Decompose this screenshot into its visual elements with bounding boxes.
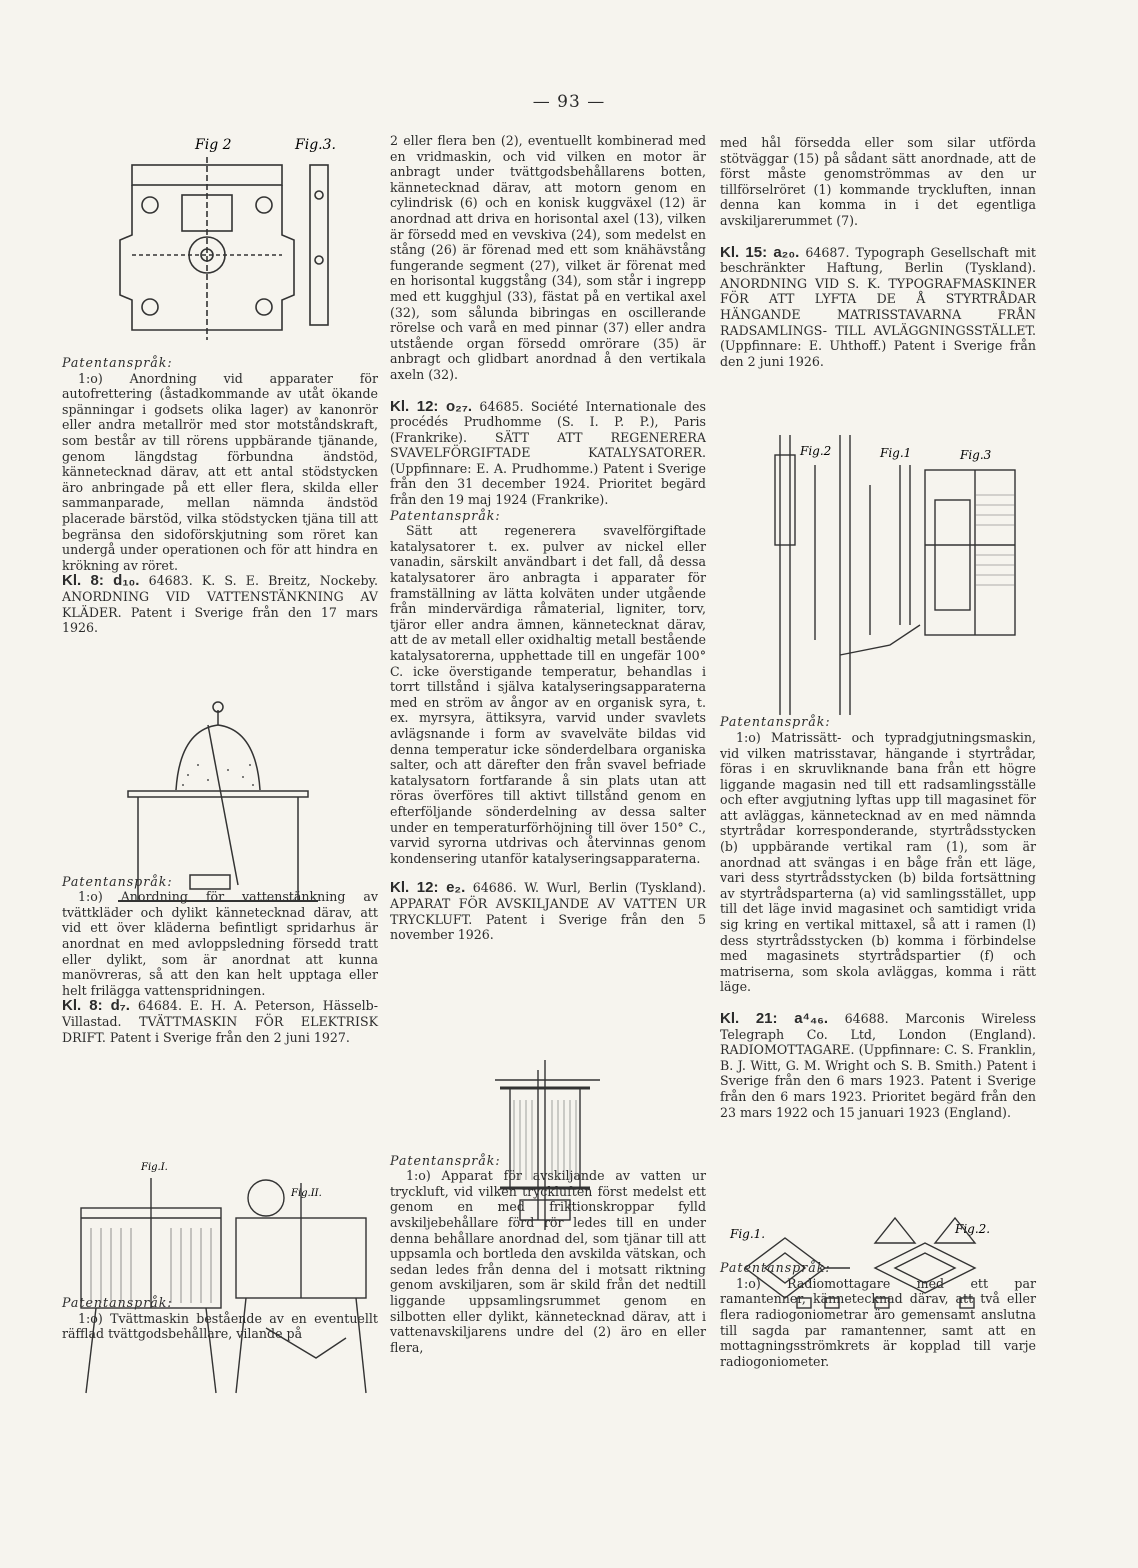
class-label: Kl. 15: a₂₀. (720, 243, 800, 261)
fig1-label: Fig.1 (880, 446, 912, 460)
entry-text: 64685. Société Internationale des procédés Prudhomme (S. I. P. P.), Paris (Frankrike). SÄTT ATT REGENERERA SVAVELFÖRGIFTADE KATALYSATORER. (Uppfinnare: E. A. Prudhomme.) Patent i Sverige från den 31 december 1924. Prioritet begärd från den 19 maj 1924 (Frankrike). (390, 398, 706, 508)
fig1-label: Fig.1. (730, 1227, 766, 1241)
claim-heading: Patentanspråk: (62, 873, 173, 889)
patent-entry (390, 399, 706, 508)
figure-washing-machine (66, 1158, 386, 1398)
figure-radio-receiver (725, 1208, 1035, 1328)
claim-text: 1:o) Anordning för vattenstänkning av tvättkläder och dylikt kännetecknad därav, att vid ett över kläderna befintligt spridarhus är anordnat en med avloppsledning försedd tratt eller dylikt, som är anordnat att kunna manövreras, så att den kan helt upptaga eller helt frilägga vattenspridningen. (62, 889, 378, 998)
patent-entry (390, 880, 706, 942)
fig2-label: Fig.II. (291, 1188, 322, 1199)
entry-text: 64686. W. Wurl, Berlin (Tyskland). APPARAT FÖR AVSKILJANDE AV VATTEN UR TRYCKLUFT. Patent i Sverige från den 5 november 1926. (390, 880, 706, 943)
patent-entry (720, 245, 1036, 370)
figure-water-separator (490, 1060, 605, 1235)
claim-text: 1:o) Anordning vid apparater för autofrettering (åstadkommande av utåt ökande spänningar i godsets olika lager) av kanonrör eller andra metallrör med stor motståndskraft, som består av till rörens uppbärande tjänande, genom längdstag förbundna ändstöd, kännetecknad därav, att ett antal stödstycken äro anbringade på ett eller flera, skilda eller sammanparade, mellan nämnda ändstöd placerade bärstöd, vilka stödstycken tjäna till att begränsa den sidoförskjutning som röret kan undergå under operationen och för att hindra en krökning av röret. (62, 370, 378, 573)
fig2-label: Fig.2. (955, 1222, 991, 1236)
continued-text: 2 eller flera ben (2), eventuellt kombinerad med en vridmaskin, och vid vilken en motor är anbragt under tvättgodsbehållarens botten, kännetecknad därav, att motorn genom en cylindrisk (6) och en konisk kuggväxel (12) är anordnad att driva en horisontal axel (13), vilken är försedd med en vevskiva (24), som medelst en stång (26) är förenad med ett som knähävstång fungerande segment (27), vilket är förenat med en horisontal kuggstång (34), som står i ingrepp med ett kugghjul (33), fästat på en vertikal axel (32), som sålunda bibringas en oscillerande rörelse och varå en med pinnar (37) eller andra utstående organ försedd omrörare (35) är anbragt och glidbart anordnad å den vertikala axeln (32). (390, 133, 706, 382)
figure-sprinkler (118, 695, 388, 910)
claim-text: 1:o) Radiomottagare med ett par ramantenner, kännetecknad därav, att två eller flera radiogoniometrar äro gemensamt anslutna till sagda par ramantenner, samt att en mottagningsströmkrets är kopplad till varje radiogoniometer. (720, 1275, 1036, 1369)
fig2-label: Fig.2 (800, 444, 832, 458)
column-3 (720, 135, 1036, 1369)
claim-text: Sätt att regenerera svavelförgiftade katalysatorer t. ex. pulver av nickel eller vanadin, särskilt användbart i det fall, då dessa katalysatorer äro anbragta i apparater för framställning av lätta kolväten under utgående från mindervärdiga råmaterial, ligniter, torv, tjäror eller andra ämnen, kännetecknat därav, att de av metall eller oxidhaltig metall bestående katalysatorerna, upphettade till en ungefär 100° C. icke överstigande temperatur, behandlas i torrt tillstånd i själva katalyseringsapparaterna med en ström av ångor av en organisk syra, t. ex. myrsyra, ättiksyra, varvid under svavlets avlägsnande i form av svavelväte bildas vid denna temperatur icke sönderdelbara organiska salter, och att därefter den från svavel befriade katalysatorn fortfarande å sin plats utan att röras överföres till aktivt tillstånd genom en efterföljande sönderdelning av dessa salter under en temperaturförhöjning till över 150° C., varvid syrorna utdrivas och återvinnas genom kondensering utanför katalyseringsapparaterna. (390, 523, 706, 866)
class-label: Kl. 21: a⁴₄₆. (720, 1010, 829, 1027)
class-label: Kl. 8: d₇. (62, 997, 130, 1015)
claim-heading: Patentanspråk: (390, 1152, 501, 1168)
patent-entry (62, 573, 378, 635)
fig1-label: Fig.I. (141, 1162, 168, 1173)
patent-entry (720, 1011, 1036, 1120)
entry-text: 64683. K. S. E. Breitz, Nockeby. ANORDNING VID VATTENSTÄNKNING AV KLÄDER. Patent i Sverige från den 17 mars 1926. (62, 573, 378, 636)
class-label: Kl. 12: o₂₇. (390, 397, 472, 415)
page-number: — 93 — (532, 92, 606, 112)
claim-heading: Patentanspråk: (720, 714, 831, 730)
entry-text: 64688. Marconis Wireless Telegraph Co. Ltd, London (England). RADIOMOTTAGARE. (Uppfinnare: C. S. Franklin, B. J. Witt, G. M. Wright och S. B. Smith.) Patent i Sverige från den 6 mars 1923. Patent i Sverige från den 6 mars 1923. Prioritet begärd från den 23 mars 1922 och 15 januari 1923 (England). (720, 1011, 1036, 1120)
claim-text: 1:o) Matrissätt- och typradgjutningsmaskin, vid vilken matrisstavar, hängande i styrtrådar, föras i en skruvliknande bana från ett högre liggande magasin ned till ett radsamlingsställe och efter avgjutning lyftas upp till magasinet för att avläggas, kännetecknad av en med nämnda styrtrådar korresponderande, styrtrådsstycken (b) uppbärande vertikal ram (1), som är anordnad att svängas i en båge från ett läge, vari dess styrtrådsstycken (b) bilda fortsättning av styrtrådsparterna (a) vid samlingsstället, upp till det läge invid magasinet och samtidigt vrida sig kring en vertikal mittaxel, så att i ramen (l) dess styrtrådsstycken (b) komma i förbindelse med magasinets styrtrådspartier (f) och matriserna, som skola avläggas, komma i rätt läge. (720, 729, 1036, 995)
claim-heading: Patentanspråk: (390, 507, 501, 523)
entry-text: 64687. Typograph Gesellschaft mit beschränkter Haftung, Berlin (Tyskland). ANORDNING VID S. K. TYPOGRAFMASKINER FÖR ATT LYFTA DE Å STYRTRÅDAR HÄNGANDE MATRISSTAVARNA FRÅN RADSAMLINGS- TILL AVLÄGGNINGSSTÄLLET. (Uppfinnare: E. Uhthoff.) Patent i Sverige från den 2 juni 1926. (720, 244, 1036, 369)
claim-heading: Patentanspråk: (62, 1295, 173, 1311)
claim-heading: Patentanspråk: (62, 355, 173, 370)
claim-heading: Patentanspråk: (720, 1260, 831, 1276)
fig3-label: Fig.3 (960, 448, 992, 462)
continued-text: med hål försedda eller som silar utförda stötväggar (15) på sådant sätt anordnade, att de först måste genomströmmas av den ur tillförselröret (1) kommande tryckluften, innan denna kan komma in i det egentliga avskiljarerummet (7). (720, 135, 1036, 228)
claim-text: 1:o) Apparat för avskiljande av vatten ur tryckluft, vid vilken tryckluften först medelst ett genom en med friktionskroppar fylld avskiljebehållare förd rör ledes till en under denna behållare anordnad del, som tjänar till att uppsamla och bortleda den avskilda vätskan, och sedan ledes från denna del i motsatt riktning genom avskiljaren, som är skild från det nedtill liggande uppsamlingsrummet genom en silbotten eller dylikt, kännetecknad därav, att i vattenavskiljarens undre del (2) äro en eller flera, (390, 1168, 706, 1355)
class-label: Kl. 8: d₁₀. (62, 572, 140, 590)
patent-entry (62, 998, 378, 1045)
entry-text: 64684. E. H. A. Peterson, Hässelb- Villastad. TVÄTTMASKIN FÖR ELEKTRISK DRIFT. Patent i Sverige från den 2 juni 1927. (62, 998, 378, 1045)
claim-text: 1:o) Tvättmaskin bestående av en eventuellt räfflad tvättgodsbehållare, vilande på (62, 1310, 378, 1342)
fig2-label: Fig 2 (195, 137, 232, 153)
fig3-label: Fig.3. (295, 137, 336, 153)
figure-typograph (760, 425, 1025, 725)
class-label: Kl. 12: e₂. (390, 879, 466, 897)
